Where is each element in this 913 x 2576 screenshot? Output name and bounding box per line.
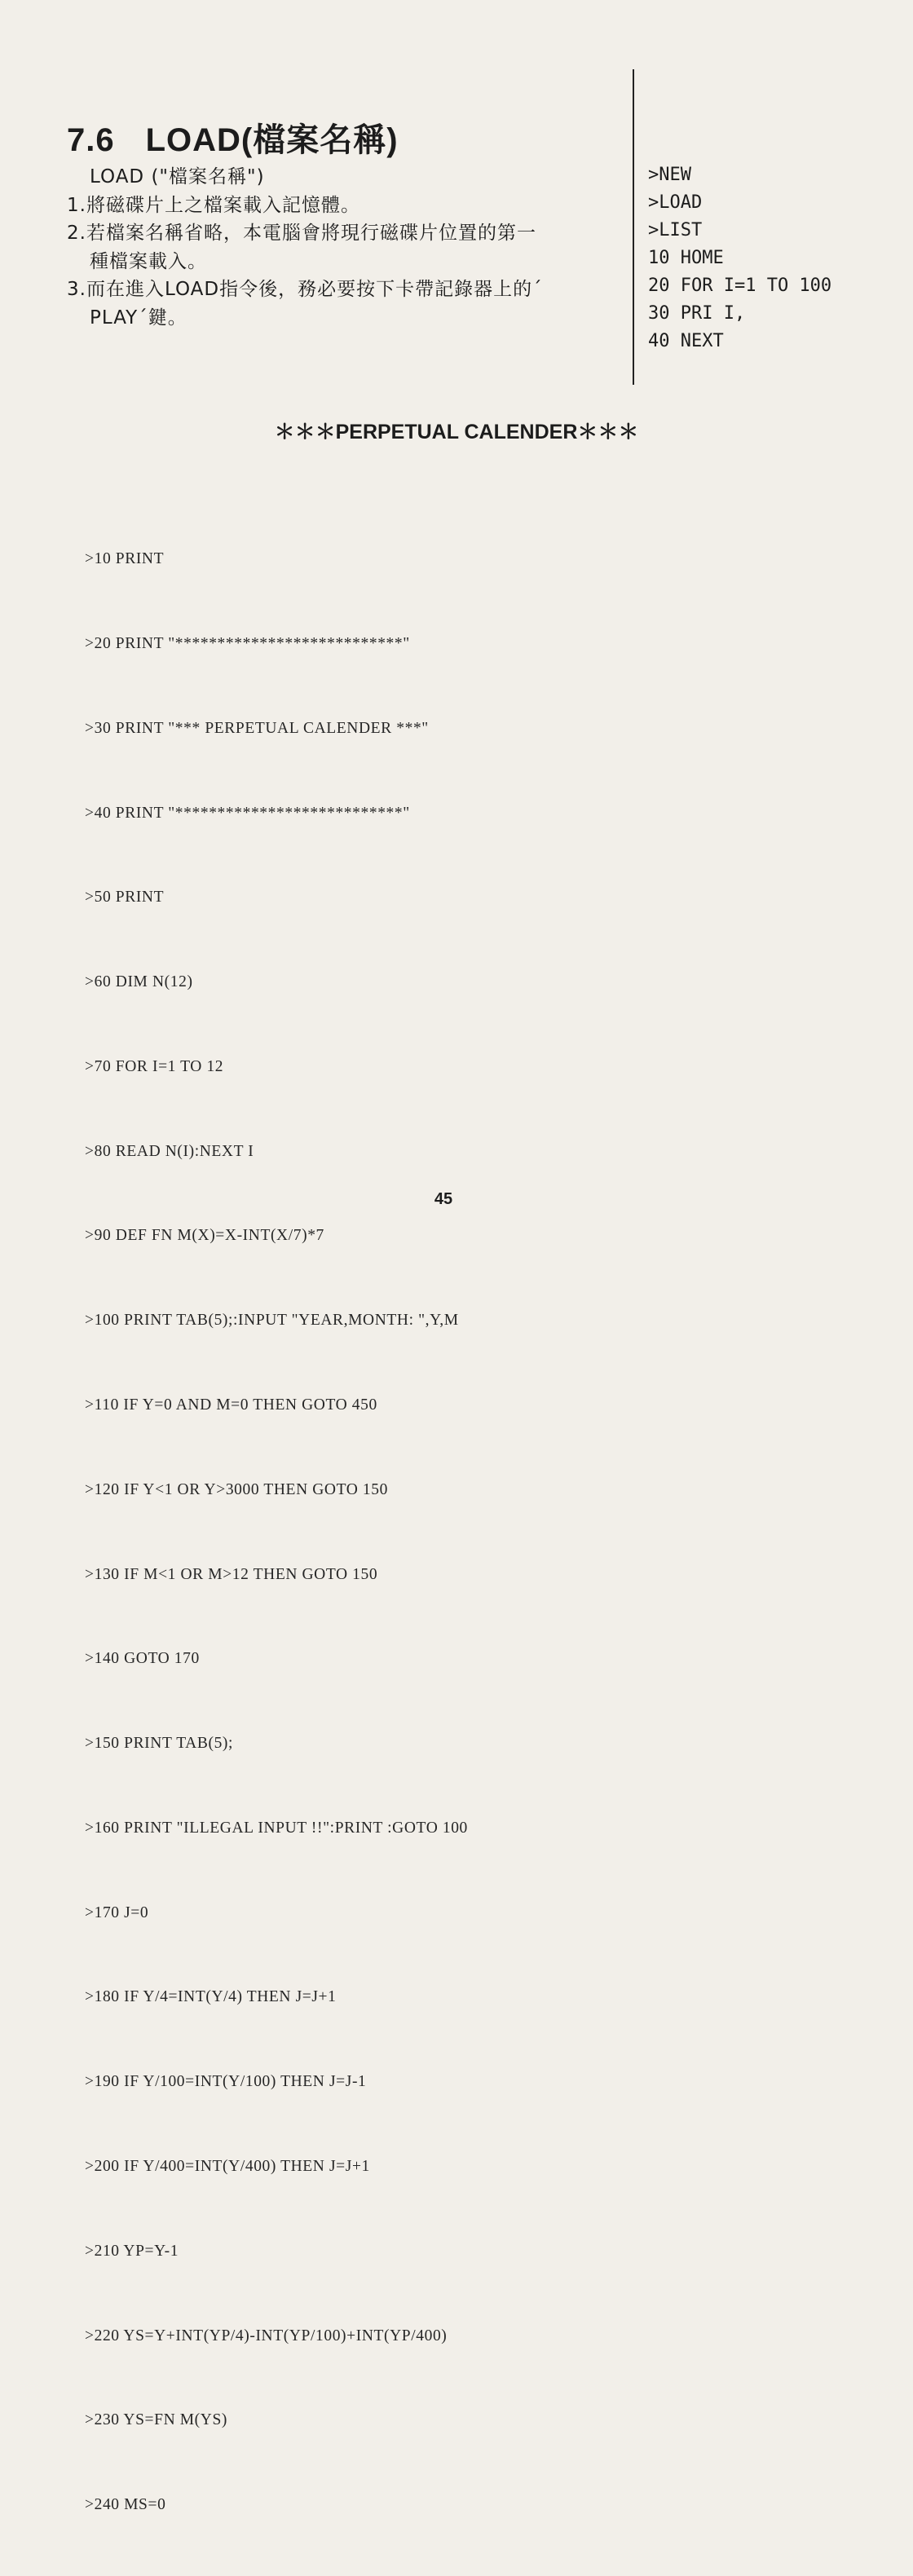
- program-listing: [85, 489, 468, 2576]
- code-line: >210 YP=Y-1: [85, 2242, 179, 2260]
- code-line: >60 DIM N(12): [85, 973, 193, 991]
- description-item-3-cont: PLAY´鍵。: [90, 307, 187, 329]
- syntax-line: LOAD ("檔案名稱"): [90, 166, 265, 187]
- example-line: 30 PRI I,: [648, 303, 746, 324]
- code-line: >130 IF M<1 OR M>12 THEN GOTO 150: [85, 1565, 378, 1583]
- code-line: >230 YS=FN M(YS): [85, 2411, 227, 2429]
- code-line: >40 PRINT "***************************": [85, 804, 410, 822]
- example-line: 10 HOME: [648, 248, 724, 268]
- column-divider: [633, 69, 634, 385]
- code-line: >90 DEF FN M(X)=X-INT(X/7)*7: [85, 1227, 324, 1245]
- example-line: >NEW: [648, 165, 691, 185]
- example-line: 40 NEXT: [648, 331, 724, 351]
- code-line: >180 IF Y/4=INT(Y/4) THEN J=J+1: [85, 1988, 337, 2006]
- program-title: ＊＊＊PERPETUAL CALENDER＊＊＊: [274, 421, 639, 443]
- example-line: 20 FOR I=1 TO 100: [648, 276, 832, 296]
- code-line: >10 PRINT: [85, 550, 165, 568]
- code-line: >120 IF Y<1 OR Y>3000 THEN GOTO 150: [85, 1480, 388, 1498]
- code-line: >80 READ N(I):NEXT I: [85, 1142, 254, 1160]
- page-number: 45: [434, 1190, 453, 1208]
- code-line: >20 PRINT "***************************": [85, 634, 410, 652]
- example-line: >LIST: [648, 220, 703, 240]
- description-block: [67, 163, 629, 332]
- description-item-3: 3.而在進入LOAD指令後，務必要按下卡帶記錄器上的´: [67, 279, 543, 300]
- code-line: >200 IF Y/400=INT(Y/400) THEN J=J+1: [85, 2158, 370, 2176]
- section-title: LOAD(檔案名稱): [145, 122, 399, 158]
- code-line: >140 GOTO 170: [85, 1650, 200, 1668]
- code-line: >100 PRINT TAB(5);:INPUT "YEAR,MONTH: ",Y,M: [85, 1312, 459, 1330]
- section-heading: [67, 114, 399, 161]
- example-line: >LOAD: [648, 192, 703, 213]
- description-item-2: 2.若檔案名稱省略，本電腦會將現行磁碟片位置的第一: [67, 223, 536, 244]
- description-item-1: 1.將磁碟片上之檔案載入記憶體。: [67, 194, 360, 216]
- code-line: >70 FOR I=1 TO 12: [85, 1057, 224, 1075]
- code-line: >50 PRINT: [85, 889, 165, 906]
- code-line: >160 PRINT "ILLEGAL INPUT !!":PRINT :GOTO 100: [85, 1819, 468, 1837]
- code-line: >240 MS=0: [85, 2496, 166, 2514]
- code-line: >190 IF Y/100=INT(Y/100) THEN J=J-1: [85, 2073, 367, 2091]
- code-line: >170 J=0: [85, 1903, 149, 1921]
- section-number: 7.6: [67, 122, 115, 158]
- code-line: >150 PRINT TAB(5);: [85, 1735, 234, 1753]
- example-listing: [648, 161, 831, 355]
- description-item-2-cont: 種檔案載入。: [90, 250, 207, 272]
- code-line: >110 IF Y=0 AND M=0 THEN GOTO 450: [85, 1396, 377, 1414]
- code-line: >220 YS=Y+INT(YP/4)-INT(YP/100)+INT(YP/400): [85, 2327, 448, 2344]
- code-line: >30 PRINT "*** PERPETUAL CALENDER ***": [85, 719, 429, 737]
